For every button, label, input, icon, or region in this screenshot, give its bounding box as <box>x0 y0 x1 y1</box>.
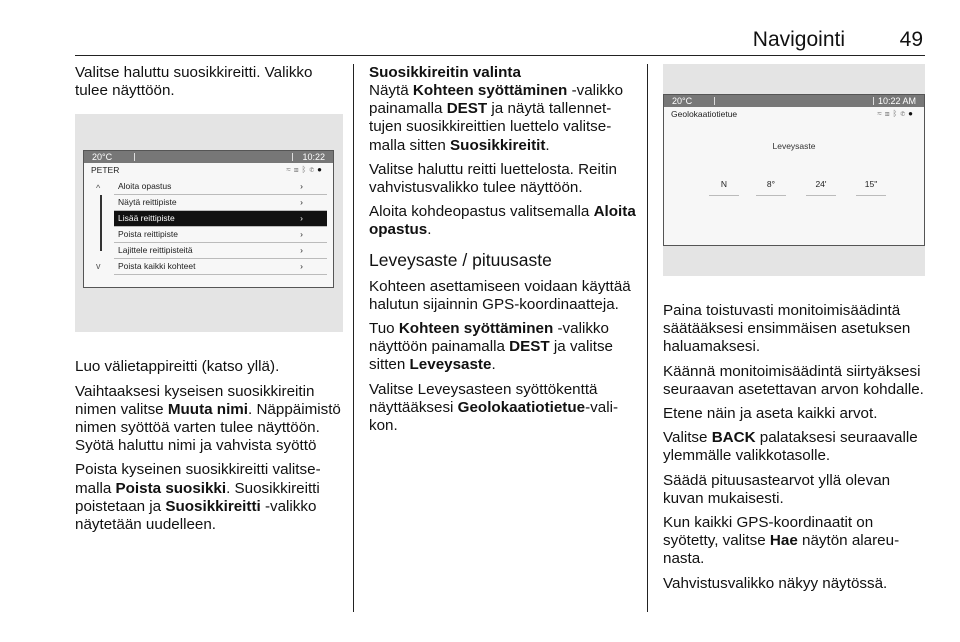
signal-icon: ▥ <box>884 109 893 118</box>
favorite-route-screen-photo <box>75 114 343 332</box>
paragraph: Tuo Kohteen syöttäminen -valikko näyttöön painamalla DEST ja valitse sitten Leveysaste. <box>369 320 613 374</box>
menu-item-label: Poista reittipiste <box>118 229 178 240</box>
status-icons <box>877 107 916 121</box>
coordinate-field[interactable]: 24' <box>806 175 836 196</box>
chevron-up-icon[interactable]: ^ <box>96 183 101 194</box>
menu-item-label: Poista kaikki kohteet <box>118 261 196 272</box>
menu-item[interactable] <box>114 179 327 195</box>
coordinate-field[interactable]: N <box>709 175 739 196</box>
status-bar <box>664 95 924 107</box>
paragraph: Vaihtaaksesi kyseisen suosikkireitin nimen valitse Muuta nimi. Näppäimistö nimen syöttöä varten tulee näyttöön. Syötä haluttu nimi ja vahvista syöttö <box>75 382 341 455</box>
menu-item-label: Näytä reittipiste <box>118 197 177 208</box>
paragraph: Luo välietappireitti (katso yllä). <box>75 358 280 376</box>
chevron-down-icon[interactable]: v <box>96 261 101 272</box>
column-2 <box>369 64 637 441</box>
screen-title: PETER <box>91 165 120 176</box>
settings-icon: ● <box>908 109 916 118</box>
bluetooth-icon: ᛒ <box>892 109 901 118</box>
column-divider <box>353 64 354 612</box>
header-rule <box>75 55 925 56</box>
status-bar <box>84 151 333 163</box>
bluetooth-icon: ᛒ <box>301 165 310 175</box>
clock: 10:22 <box>302 152 325 163</box>
paragraph: Valitse haluttu reitti luettelosta. Reitin vahvistusvalikko tulee näyttöön. <box>369 160 617 197</box>
chevron-right-icon: › <box>300 245 303 256</box>
chevron-right-icon: › <box>300 197 303 208</box>
infotainment-screen <box>663 94 925 246</box>
menu-item[interactable] <box>114 227 327 243</box>
paragraph: Kohteen asettamiseen voidaan käyttää halutun sijainnin GPS-koordinaatteja. <box>369 277 631 313</box>
screen-title-bar <box>664 107 924 121</box>
settings-icon: ● <box>317 165 325 175</box>
coordinate-field[interactable]: 8° <box>756 175 786 196</box>
chevron-right-icon: › <box>300 229 303 240</box>
section-heading: Leveysaste / pituusaste <box>369 249 552 270</box>
clock: 10:22 AM <box>877 96 916 106</box>
menu-item[interactable] <box>114 259 327 275</box>
paragraph: Säädä pituusastearvot yllä olevan kuvan mukaisesti. <box>663 471 891 507</box>
chevron-right-icon: › <box>300 181 303 192</box>
geolocation-screen-photo <box>663 64 925 276</box>
signal-icon: ▥ <box>293 165 302 175</box>
paragraph: Kun kaikki GPS-koordinaatit on syötetty, valitse Hae näytön alareunasta. <box>663 514 900 568</box>
menu-item-label: Lisää reittipiste <box>118 213 175 224</box>
coordinate-field[interactable]: 15" <box>856 175 886 196</box>
phone-icon: ✆ <box>309 165 318 175</box>
temperature: 20°C <box>672 96 693 106</box>
infotainment-screen <box>83 150 334 288</box>
favorite-route-menu <box>114 179 327 275</box>
menu-item[interactable] <box>114 195 327 211</box>
chevron-right-icon: › <box>300 213 303 224</box>
paragraph: Valitse haluttu suosikkireitti. Valikko tulee näyttöön. <box>75 64 313 100</box>
section-title: Navigointi <box>752 28 845 51</box>
subheading: Suosikkireitin valinta <box>369 64 521 81</box>
temperature: 20°C <box>92 152 113 163</box>
paragraph: Valitse Leveysasteen syöttökenttä näyttääksesi Geolokaatiotietue-valikon. <box>369 380 619 435</box>
scrollbar[interactable] <box>100 195 102 251</box>
paragraph: Valitse BACK palataksesi seuraavalle ylemmälle valikkotasolle. <box>663 429 918 465</box>
menu-item[interactable] <box>114 243 327 259</box>
wifi-icon: ≈ <box>877 109 885 118</box>
paragraph: Näytä Kohteen syöttäminen -valikko painamalla DEST ja näytä tallennettujen suosikkireittien luettelo valitsemalla sitten Suosikkireitit. <box>369 82 624 154</box>
paragraph: Aloita kohdeopastus valitsemalla Aloita opastus. <box>369 203 636 239</box>
column-divider <box>647 64 648 612</box>
paragraph: Poista kyseinen suosikkireitti valitsemalla Poista suosikki. Suosikkireitti poistetaan ja Suosikkireitti -valikko näytetään uudelleen. <box>75 461 321 534</box>
screen-title-bar <box>84 163 333 177</box>
phone-icon: ✆ <box>900 109 909 118</box>
paragraph: Paina toistuvasti monitoimisäädintä säätääksesi ensimmäisen asetuksen haluamaksesi. <box>663 302 911 356</box>
latitude-label: Leveysaste <box>772 141 816 151</box>
page-header <box>75 28 923 52</box>
paragraph: Vahvistusvalikko näkyy näytössä. <box>663 574 888 592</box>
menu-item-label: Aloita opastus <box>118 181 172 192</box>
column-3 <box>663 64 931 599</box>
chevron-right-icon: › <box>300 261 303 272</box>
coordinate-fields <box>664 175 924 189</box>
menu-item[interactable] <box>114 211 327 227</box>
page-number: 49 <box>899 28 923 51</box>
menu-item-label: Lajittele reittipisteitä <box>118 245 193 256</box>
column-1 <box>75 64 343 540</box>
wifi-icon: ≈ <box>286 165 294 175</box>
screen-title: Geolokaatiotietue <box>671 109 738 119</box>
paragraph: Etene näin ja aseta kaikki arvot. <box>663 405 878 423</box>
status-icons <box>286 163 325 177</box>
paragraph: Käännä monitoimisäädintä siirtyäksesi seuraavan asetettavan arvon kohdalle. <box>663 362 924 398</box>
